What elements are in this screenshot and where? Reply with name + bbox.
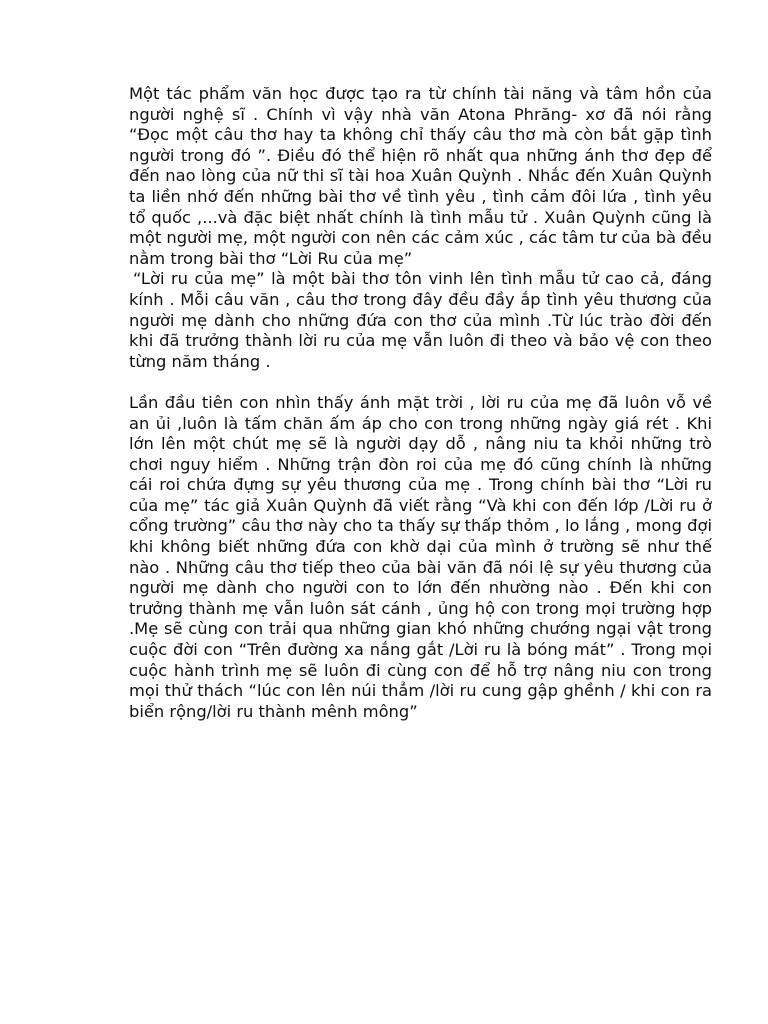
paragraph-poem-intro: “Lời ru của mẹ” là một bài thơ tôn vinh lên tình mẫu tử cao cả, đáng kính . Mỗi câu văn , câu thơ trong đây đều đầy ắp tình yêu thương của người mẹ dành cho những đứa con thơ của mình .Từ lúc trào đời đến khi đã trưởng thành lời ru của mẹ vẫn luôn đi theo và bảo vệ con theo từng năm tháng . <box>129 269 712 371</box>
paragraph-body: Lần đầu tiên con nhìn thấy ánh mặt trời , lời ru của mẹ đã luôn vỗ về an ủi ,luôn là tấm chăn ấm áp cho con trong những ngày giá rét . Khi lớn lên một chút mẹ sẽ là người dạy dỗ , nâng niu ta khỏi những trò chơi nguy hiểm . Những trận đòn roi của mẹ đó cũng chính là những cái roi chứa đựng sự yêu thương của mẹ . Trong chính bài thơ “Lời ru của mẹ” tác giả Xuân Quỳnh đã viết rằng “Và khi con đến lớp /Lời ru ở cổng trường” câu thơ này cho ta thấy sự thấp thỏm , lo lắng , mong đợi khi không biết những đứa con khờ dại của mình ở trường sẽ như thế nào . Những câu thơ tiếp theo của bài văn đã nói lệ sự yêu thương của người mẹ dành cho người con to lớn đến nhường nào . Đến khi con trưởng thành mẹ vẫn luôn sát cánh , ủng hộ con trong mọi trường hợp .Mẹ sẽ cùng con trải qua những gian khó những chướng ngại vật trong cuộc đời con “Trên đường xa nắng gắt /Lời ru là bóng mát” . Trong mọi cuộc hành trình mẹ sẽ luôn đi cùng con để hỗ trợ nâng niu con trong mọi thử thách “lúc con lên núi thẳm /lời ru cung gập ghềnh / khi con ra biển rộng/lời ru thành mênh mông” <box>129 392 712 721</box>
document-body <box>129 84 712 722</box>
paragraph-spacer <box>129 372 712 393</box>
paragraph-intro: Một tác phẩm văn học được tạo ra từ chính tài năng và tâm hồn của người nghệ sĩ . Chính vì vậy nhà văn Atona Phrăng- xơ đã nói rằng “Đọc một câu thơ hay ta không chỉ thấy câu thơ mà còn bắt gặp tình người trong đó ”. Điều đó thể hiện rõ nhất qua những ánh thơ đẹp để đến nao lòng của nữ thi sĩ tài hoa Xuân Quỳnh . Nhắc đến Xuân Quỳnh ta liền nhớ đến những bài thơ về tình yêu , tình cảm đôi lứa , tình yêu tổ quốc ,...và đặc biệt nhất chính là tình mẫu tử . Xuân Quỳnh cũng là một người mẹ, một người con nên các cảm xúc , các tâm tư của bà đều nằm trong bài thơ “Lời Ru của mẹ” <box>129 84 712 268</box>
